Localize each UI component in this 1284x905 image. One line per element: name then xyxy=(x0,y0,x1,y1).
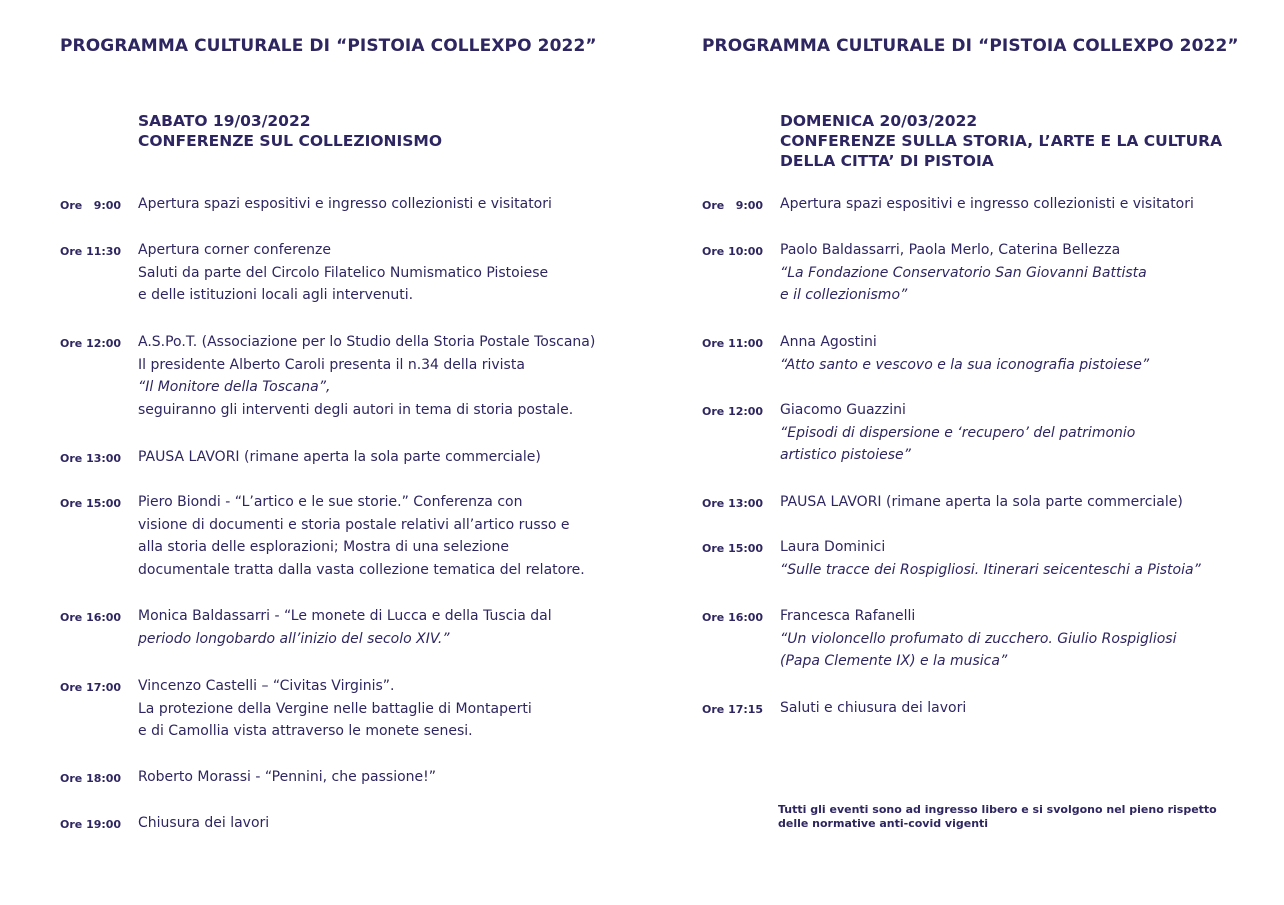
event-line xyxy=(780,650,1007,673)
event-title: “La Fondazione Conservatorio San Giovanni Battista xyxy=(780,264,1147,281)
event-line xyxy=(780,262,1147,285)
day-date: SABATO 19/03/2022 xyxy=(138,112,311,130)
event-line: Vincenzo Castelli – “Civitas Virginis”. xyxy=(138,678,395,694)
event-time: Ore 11:00 xyxy=(702,337,764,350)
event-line xyxy=(780,284,907,307)
event-line xyxy=(138,376,330,399)
day-theme: CONFERENZE SUL COLLEZIONISMO xyxy=(138,132,443,150)
day-heading xyxy=(138,111,442,151)
page-title: PROGRAMMA CULTURALE DI “PISTOIA COLLEXPO 2022” xyxy=(60,36,597,56)
event-time: Ore 13:00 xyxy=(60,452,122,465)
event-title: artistico pistoiese” xyxy=(780,447,911,463)
event-line: Paolo Baldassarri, Paola Merlo, Caterina Bellezza xyxy=(780,242,1121,258)
event-time: Ore 19:00 xyxy=(60,818,122,831)
event-title: “Sulle tracce dei Rospigliosi. Itinerari seicenteschi a Pistoia” xyxy=(780,561,1201,578)
event-title: e il collezionismo” xyxy=(780,287,908,303)
event-line xyxy=(780,444,911,467)
event-line: La protezione della Vergine nelle battaglie di Montaperti xyxy=(138,700,532,717)
event-line xyxy=(780,559,1201,582)
event-title: “Il Monitore della Toscana”, xyxy=(138,379,331,395)
page-title: PROGRAMMA CULTURALE DI “PISTOIA COLLEXPO 2022” xyxy=(702,36,1239,56)
event-title: periodo longobardo all’inizio del secolo XIV.” xyxy=(138,630,450,647)
event-time: Ore 9:00 xyxy=(702,199,764,212)
event-line: Chiusura dei lavori xyxy=(138,815,270,831)
event-line: e di Camollia vista attraverso le monete senesi. xyxy=(138,723,473,739)
footnote-line: delle normative anti-covid vigenti xyxy=(778,817,989,830)
footnote xyxy=(778,803,1217,831)
event-line xyxy=(138,628,450,651)
event-title: (Papa Clemente IX) e la musica” xyxy=(780,653,1008,669)
event-line: e delle istituzioni locali agli intervenuti. xyxy=(138,287,414,303)
event-line: Apertura spazi espositivi e ingresso collezionisti e visitatori xyxy=(138,196,552,212)
event-time: Ore 11:30 xyxy=(60,245,122,258)
event-line: A.S.Po.T. (Associazione per lo Studio della Storia Postale Toscana) xyxy=(138,334,596,350)
event-line: Laura Dominici xyxy=(780,539,886,555)
event-line: seguiranno gli interventi degli autori in tema di storia postale. xyxy=(138,401,574,418)
footnote-line: Tutti gli eventi sono ad ingresso libero e si svolgono nel pieno rispetto xyxy=(778,803,1217,816)
day-date: DOMENICA 20/03/2022 xyxy=(780,112,978,130)
event-line: Saluti e chiusura dei lavori xyxy=(780,700,967,716)
event-line: Il presidente Alberto Caroli presenta il n.34 della rivista xyxy=(138,356,525,373)
event-time: Ore 16:00 xyxy=(702,611,764,624)
event-time: Ore 12:00 xyxy=(702,405,764,418)
event-line: Apertura corner conferenze xyxy=(138,242,332,258)
event-title: “Un violoncello profumato di zucchero. Giulio Rospigliosi xyxy=(780,630,1177,647)
event-line: visione di documenti e storia postale relativi all’artico russo e xyxy=(138,516,570,533)
right-page xyxy=(642,0,1284,905)
event-time: Ore 15:00 xyxy=(60,497,122,510)
event-line: Apertura spazi espositivi e ingresso collezionisti e visitatori xyxy=(780,196,1194,212)
event-line: Roberto Morassi - “Pennini, che passione!” xyxy=(138,769,437,785)
event-line: alla storia delle esplorazioni; Mostra di una selezione xyxy=(138,539,509,555)
event-line: Francesca Rafanelli xyxy=(780,608,916,624)
day-heading xyxy=(780,111,1222,171)
event-time: Ore 12:00 xyxy=(60,337,122,350)
day-theme: CONFERENZE SULLA STORIA, L’ARTE E LA CULTURA xyxy=(780,132,1223,150)
event-time: Ore 17:00 xyxy=(60,681,122,694)
event-time: Ore 9:00 xyxy=(60,199,122,212)
event-line xyxy=(780,354,1149,377)
event-line: Monica Baldassarri - “Le monete di Lucca e della Tuscia dal xyxy=(138,608,552,624)
event-line: PAUSA LAVORI (rimane aperta la sola parte commerciale) xyxy=(780,494,1183,510)
event-time: Ore 17:15 xyxy=(702,703,764,716)
event-line: Anna Agostini xyxy=(780,334,877,350)
event-time: Ore 13:00 xyxy=(702,497,764,510)
event-line: PAUSA LAVORI (rimane aperta la sola parte commerciale) xyxy=(138,449,541,465)
event-line xyxy=(780,628,1176,651)
event-line: documentale tratta dalla vasta collezione tematica del relatore. xyxy=(138,561,585,578)
event-time: Ore 15:00 xyxy=(702,542,764,555)
event-line xyxy=(780,422,1135,445)
event-time: Ore 18:00 xyxy=(60,772,122,785)
event-time: Ore 16:00 xyxy=(60,611,122,624)
event-line: Saluti da parte del Circolo Filatelico Numismatico Pistoiese xyxy=(138,264,549,281)
day-theme: DELLA CITTA’ DI PISTOIA xyxy=(780,152,994,170)
event-title: “Episodi di dispersione e ‘recupero’ del patrimonio xyxy=(780,424,1136,441)
event-line: Giacomo Guazzini xyxy=(780,402,906,418)
event-time: Ore 10:00 xyxy=(702,245,764,258)
event-title: “Atto santo e vescovo e la sua iconografia pistoiese” xyxy=(780,356,1150,373)
event-line: Piero Biondi - “L’artico e le sue storie.” Conferenza con xyxy=(138,494,523,510)
